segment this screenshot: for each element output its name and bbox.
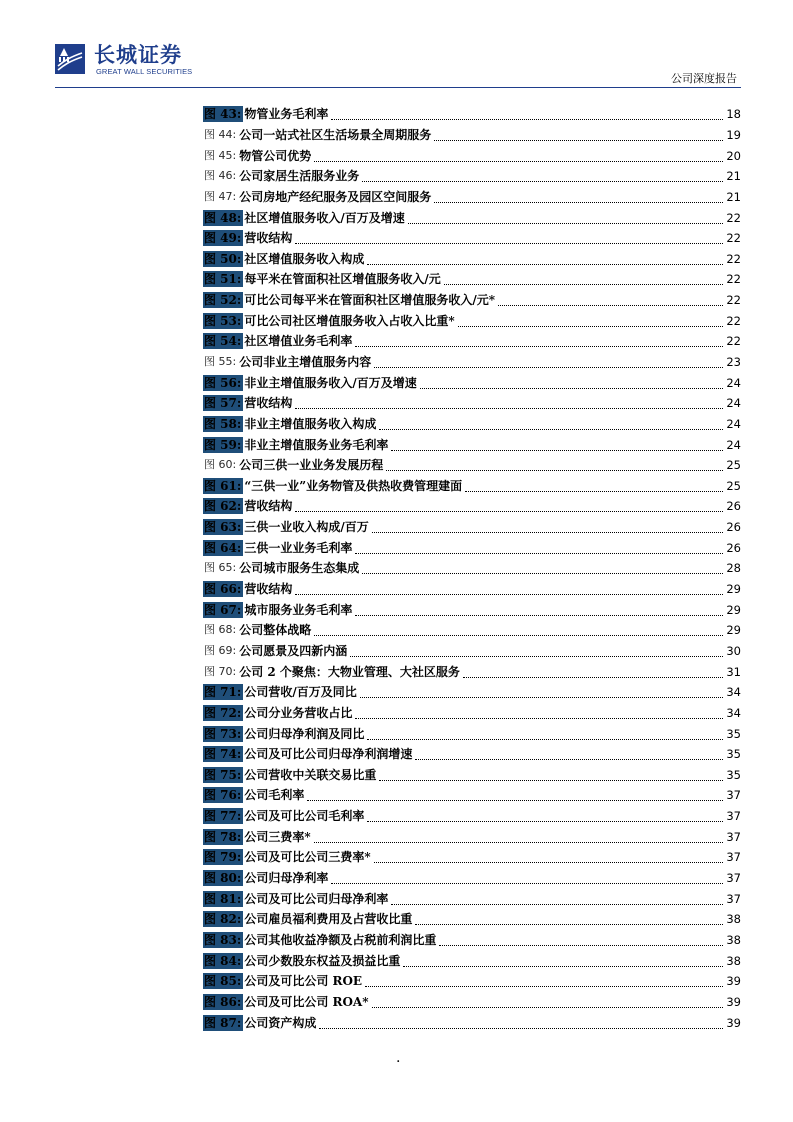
dot-leader <box>307 789 723 801</box>
page-number: 21 <box>726 189 741 204</box>
dot-leader <box>463 666 723 678</box>
dot-leader <box>295 397 723 409</box>
figure-number: 图 54: <box>204 334 242 349</box>
dot-leader <box>355 707 723 719</box>
figure-title: 公司及可比公司 ROA* <box>244 994 369 1009</box>
toc-entry[interactable] <box>203 620 741 641</box>
figure-title: 公司 2 个聚焦：大物业管理、大社区服务 <box>239 664 460 679</box>
figure-number: 图 45: <box>204 148 237 162</box>
page-number: 39 <box>726 994 741 1009</box>
figure-number: 图 52: <box>204 293 242 308</box>
page-number: 24 <box>726 396 741 411</box>
page-number: 35 <box>726 767 741 782</box>
toc-entry[interactable] <box>203 806 741 827</box>
dot-leader <box>314 150 723 162</box>
page-number: 35 <box>726 726 741 741</box>
figure-title: 非业主增值服务收入构成 <box>244 416 377 431</box>
toc-entry[interactable] <box>203 434 741 455</box>
figure-number: 图 75: <box>204 767 242 782</box>
toc-entry[interactable] <box>203 744 741 765</box>
figure-title: 营收结构 <box>244 396 293 411</box>
dot-leader <box>372 996 724 1008</box>
figure-number: 图 63: <box>204 520 242 535</box>
figure-number: 图 57: <box>204 396 242 411</box>
figure-title: 公司三供一业业务发展历程 <box>239 458 384 473</box>
dot-leader <box>434 129 723 141</box>
page-number: 39 <box>726 1015 741 1030</box>
figure-title: 公司归母净利率 <box>244 871 329 886</box>
figure-number: 图 76: <box>204 788 242 803</box>
figure-title: 社区增值业务毛利率 <box>244 334 353 349</box>
figure-number: 图 66: <box>204 582 242 597</box>
page-number: 23 <box>726 355 741 369</box>
figure-number: 图 83: <box>204 932 242 947</box>
figure-number: 图 48: <box>204 210 242 225</box>
toc-entry[interactable] <box>203 641 741 662</box>
figure-title: 公司营收中关联交易比重 <box>244 767 377 782</box>
figure-number: 图 53: <box>204 313 242 328</box>
toc-entry[interactable] <box>203 537 741 558</box>
page-number: 26 <box>726 499 741 514</box>
toc-entry[interactable] <box>203 703 741 724</box>
figure-number: 图 59: <box>204 437 242 452</box>
toc-entry[interactable] <box>203 166 741 187</box>
figure-title: 公司营收/百万及同比 <box>244 685 357 700</box>
dot-leader <box>420 377 724 389</box>
toc-entry[interactable] <box>203 352 741 373</box>
dot-leader <box>439 934 723 946</box>
dot-leader <box>498 294 723 306</box>
dot-leader <box>379 418 723 430</box>
page-number: 35 <box>726 747 741 762</box>
page-number: 37 <box>726 871 741 886</box>
toc-entry[interactable] <box>203 599 741 620</box>
dot-leader <box>295 583 723 595</box>
page-number: 20 <box>726 148 741 163</box>
dot-leader <box>415 913 723 925</box>
dot-leader <box>367 810 723 822</box>
page-number: 29 <box>726 602 741 617</box>
dot-leader <box>367 728 723 740</box>
page-number: 34 <box>726 705 741 720</box>
page-number: 37 <box>726 829 741 844</box>
page-number: 37 <box>726 809 741 824</box>
figure-title: 公司及可比公司归母净利润增速 <box>244 747 413 762</box>
page-number: 31 <box>726 664 741 679</box>
page-number: 26 <box>726 540 741 555</box>
figure-number: 图 74: <box>204 747 242 762</box>
figure-number: 图 87: <box>204 1015 242 1030</box>
figure-title: 物管公司优势 <box>239 148 312 163</box>
figure-number: 图 72: <box>204 705 242 720</box>
dot-leader <box>319 1017 723 1029</box>
figure-title: 三供一业业务毛利率 <box>244 540 353 555</box>
page-number: 26 <box>726 520 741 535</box>
dot-leader <box>295 232 723 244</box>
figure-number: 图 44: <box>204 127 237 141</box>
toc-entry[interactable] <box>203 661 741 682</box>
toc-entry[interactable] <box>203 558 741 579</box>
figure-number: 图 55: <box>204 355 237 368</box>
page-number: 38 <box>726 932 741 947</box>
toc-entry[interactable] <box>203 207 741 228</box>
figure-title: 公司雇员福利费用及占营收比重 <box>244 912 413 927</box>
dot-leader <box>331 872 723 884</box>
dot-leader <box>465 480 723 492</box>
page-number: 22 <box>726 313 741 328</box>
figure-list <box>203 104 741 1033</box>
figure-number: 图 43: <box>204 107 242 122</box>
toc-entry[interactable] <box>203 826 741 847</box>
figure-number: 图 61: <box>204 478 242 493</box>
figure-title: 公司少数股东权益及损益比重 <box>244 953 401 968</box>
toc-entry[interactable] <box>203 331 741 352</box>
page-number: 22 <box>726 272 741 287</box>
page-number: 22 <box>726 334 741 349</box>
dot-leader <box>360 686 724 698</box>
toc-entry[interactable] <box>203 785 741 806</box>
figure-number: 图 86: <box>204 994 242 1009</box>
dot-leader <box>365 975 723 987</box>
figure-title: 每平米在管面积社区增值服务收入/元 <box>244 272 441 287</box>
brand-name-english: GREAT WALL SECURITIES <box>96 67 193 76</box>
toc-entry[interactable] <box>203 517 741 538</box>
toc-entry[interactable] <box>203 310 741 331</box>
figure-number: 图 62: <box>204 499 242 514</box>
figure-number: 图 68: <box>204 623 237 637</box>
figure-title: 公司其他收益净额及占税前利润比重 <box>244 932 437 947</box>
page-number: 38 <box>726 953 741 968</box>
header-divider <box>55 87 741 88</box>
page-number: 22 <box>726 210 741 225</box>
figure-title: 城市服务业务毛利率 <box>244 602 353 617</box>
toc-entry[interactable] <box>203 909 741 930</box>
dot-leader <box>314 624 723 636</box>
page-number: 21 <box>726 169 741 184</box>
figure-title: 社区增值服务收入/百万及增速 <box>244 210 405 225</box>
dot-leader <box>386 459 723 471</box>
figure-title: 三供一业收入构成/百万 <box>244 520 369 535</box>
dot-leader <box>444 273 724 285</box>
toc-entry[interactable] <box>203 290 741 311</box>
toc-entry[interactable] <box>203 228 741 249</box>
dot-leader <box>362 562 723 574</box>
dot-leader <box>295 500 723 512</box>
figure-number: 图 81: <box>204 891 242 906</box>
page-number: 24 <box>726 437 741 452</box>
page-number: 22 <box>726 293 741 308</box>
figure-title: 可比公司社区增值服务收入占收入比重* <box>244 313 455 328</box>
toc-entry[interactable] <box>203 414 741 435</box>
toc-entry[interactable] <box>203 496 741 517</box>
figure-title: 营收结构 <box>244 231 293 246</box>
figure-number: 图 69: <box>204 643 237 657</box>
toc-entry[interactable] <box>203 992 741 1013</box>
toc-entry[interactable] <box>203 125 741 146</box>
figure-number: 图 49: <box>204 231 242 246</box>
page-number: 28 <box>726 561 741 576</box>
figure-title: 社区增值服务收入构成 <box>244 251 365 266</box>
toc-entry[interactable] <box>203 104 741 125</box>
figure-number: 图 79: <box>204 850 242 865</box>
figure-title: 公司资产构成 <box>244 1015 317 1030</box>
figure-title: 可比公司每平米在管面积社区增值服务收入/元* <box>244 293 495 308</box>
toc-entry[interactable] <box>203 455 741 476</box>
figure-number: 图 64: <box>204 540 242 555</box>
toc-entry[interactable] <box>203 930 741 951</box>
figure-number: 图 77: <box>204 809 242 824</box>
figure-number: 图 71: <box>204 685 242 700</box>
dot-leader <box>372 521 724 533</box>
page-number: 29 <box>726 623 741 638</box>
dot-leader <box>403 955 723 967</box>
figure-number: 图 73: <box>204 726 242 741</box>
figure-title: 非业主增值服务收入/百万及增速 <box>244 375 417 390</box>
page-number: 19 <box>726 127 741 142</box>
figure-number: 图 56: <box>204 375 242 390</box>
figure-title: 公司房地产经纪服务及园区空间服务 <box>239 189 432 204</box>
page-number: 25 <box>726 458 741 473</box>
figure-title: “三供一业”业务物管及供热收费管理建面 <box>244 478 463 493</box>
footer-mark: . <box>396 1050 401 1066</box>
figure-number: 图 80: <box>204 871 242 886</box>
figure-title: 公司非业主增值服务内容 <box>239 355 372 369</box>
figure-number: 图 60: <box>204 458 237 472</box>
figure-title: 营收结构 <box>244 582 293 597</box>
brand-name-chinese: 长城证券 <box>94 43 182 67</box>
figure-title: 物管业务毛利率 <box>244 107 329 122</box>
figure-title: 公司及可比公司三费率* <box>244 850 371 865</box>
dot-leader <box>458 315 724 327</box>
figure-title: 公司一站式社区生活场景全周期服务 <box>239 127 432 142</box>
toc-entry[interactable] <box>203 847 741 868</box>
dot-leader <box>379 769 723 781</box>
dot-leader <box>362 170 723 182</box>
dot-leader <box>367 253 723 265</box>
dot-leader <box>374 851 724 863</box>
page-number: 24 <box>726 416 741 431</box>
figure-number: 图 46: <box>204 169 237 183</box>
page-number: 39 <box>726 974 741 989</box>
page-number: 29 <box>726 582 741 597</box>
toc-entry[interactable] <box>203 476 741 497</box>
page-number: 22 <box>726 231 741 246</box>
figure-title: 公司分业务营收占比 <box>244 705 353 720</box>
dot-leader <box>314 831 724 843</box>
figure-number: 图 58: <box>204 416 242 431</box>
page-number: 37 <box>726 788 741 803</box>
figure-title: 公司及可比公司归母净利率 <box>244 891 389 906</box>
figure-title: 公司毛利率 <box>244 788 305 803</box>
toc-entry[interactable] <box>203 579 741 600</box>
toc-entry[interactable] <box>203 723 741 744</box>
figure-number: 图 51: <box>204 272 242 287</box>
figure-number: 图 78: <box>204 829 242 844</box>
figure-number: 图 50: <box>204 251 242 266</box>
great-wall-logo-icon <box>55 44 85 74</box>
figure-number: 图 70: <box>204 664 237 678</box>
figure-title: 公司整体战略 <box>239 623 312 638</box>
figure-number: 图 47: <box>204 189 237 203</box>
dot-leader <box>415 748 723 760</box>
page-number: 38 <box>726 912 741 927</box>
page-number: 18 <box>726 107 741 122</box>
toc-entry[interactable] <box>203 971 741 992</box>
dot-leader <box>355 604 723 616</box>
dot-leader <box>355 335 723 347</box>
figure-title: 公司及可比公司毛利率 <box>244 809 365 824</box>
figure-title: 非业主增值服务业务毛利率 <box>244 437 389 452</box>
toc-entry[interactable] <box>203 393 741 414</box>
figure-number: 图 82: <box>204 912 242 927</box>
figure-title: 公司家居生活服务业务 <box>239 169 360 184</box>
dot-leader <box>391 439 723 451</box>
page-number: 34 <box>726 685 741 700</box>
dot-leader <box>331 108 723 120</box>
figure-number: 图 84: <box>204 953 242 968</box>
figure-title: 公司归母净利润及同比 <box>244 726 365 741</box>
dot-leader <box>391 893 723 905</box>
toc-entry[interactable] <box>203 372 741 393</box>
toc-entry[interactable] <box>203 269 741 290</box>
figure-title: 公司城市服务生态集成 <box>239 561 360 576</box>
toc-entry[interactable] <box>203 888 741 909</box>
toc-entry[interactable] <box>203 248 741 269</box>
page-number: 37 <box>726 850 741 865</box>
toc-entry[interactable] <box>203 868 741 889</box>
page-number: 24 <box>726 375 741 390</box>
figure-title: 公司及可比公司 ROE <box>244 974 363 989</box>
page-number: 22 <box>726 251 741 266</box>
dot-leader <box>350 645 723 657</box>
dot-leader <box>408 212 724 224</box>
toc-entry[interactable] <box>203 682 741 703</box>
toc-entry[interactable] <box>203 187 741 208</box>
figure-number: 图 67: <box>204 602 242 617</box>
dot-leader <box>355 542 723 554</box>
page-number: 30 <box>726 643 741 658</box>
figure-number: 图 65: <box>204 561 237 575</box>
dot-leader <box>374 356 723 368</box>
toc-entry[interactable] <box>203 950 741 971</box>
report-type-label: 公司深度报告 <box>671 72 737 85</box>
toc-entry[interactable] <box>203 145 741 166</box>
page-header <box>0 0 793 90</box>
figure-title: 营收结构 <box>244 499 293 514</box>
toc-entry[interactable] <box>203 1012 741 1033</box>
page-number: 37 <box>726 891 741 906</box>
figure-number: 图 85: <box>204 974 242 989</box>
toc-entry[interactable] <box>203 765 741 786</box>
dot-leader <box>434 191 723 203</box>
page-number: 25 <box>726 478 741 493</box>
figure-title: 公司三费率* <box>244 829 311 844</box>
figure-title: 公司愿景及四新内涵 <box>239 643 348 658</box>
